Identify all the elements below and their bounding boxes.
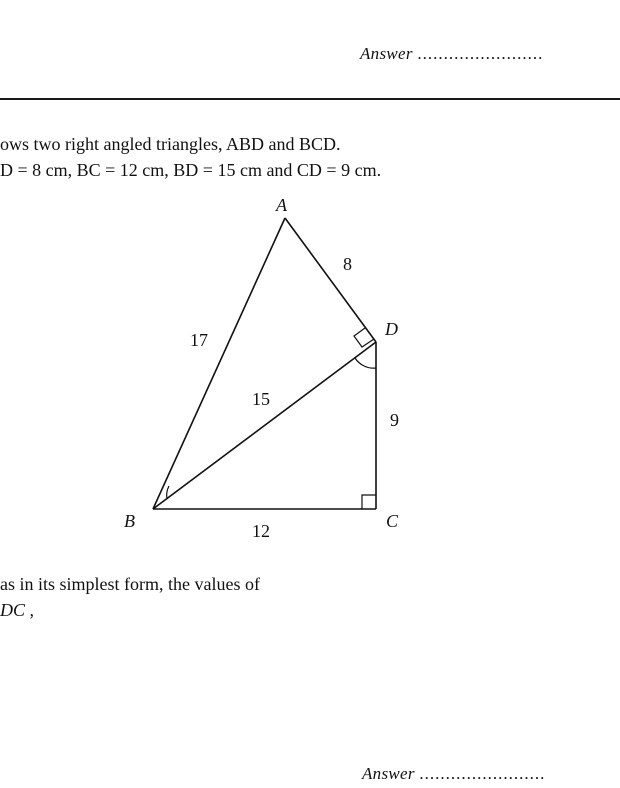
answer-label: Answer bbox=[360, 44, 413, 63]
vertex-d-label: D bbox=[385, 319, 398, 339]
right-angle-mark-d bbox=[354, 328, 374, 347]
length-ab-label: 17 bbox=[190, 330, 208, 350]
answer-line-bottom bbox=[362, 764, 545, 784]
angle-arc-b bbox=[167, 486, 169, 499]
intro-line-1: ows two right angled triangles, ABD and BCD. bbox=[0, 134, 341, 154]
section-divider bbox=[0, 98, 620, 100]
angle-arc-d bbox=[355, 358, 376, 368]
vertex-a-label: A bbox=[276, 195, 287, 215]
side-bd bbox=[153, 342, 376, 509]
question-line-1: as in its simplest form, the values of bbox=[0, 574, 260, 594]
answer-label: Answer bbox=[362, 764, 415, 783]
length-bd-label: 15 bbox=[252, 389, 270, 409]
length-dc-label: 9 bbox=[390, 410, 399, 430]
intro-line-2: D = 8 cm, BC = 12 cm, BD = 15 cm and CD = 9 cm. bbox=[0, 160, 382, 180]
vertex-b-label: B bbox=[124, 511, 135, 531]
question-line-2: DC , bbox=[0, 600, 35, 620]
length-bc-label: 12 bbox=[252, 521, 270, 541]
vertex-c-label: C bbox=[386, 511, 399, 531]
side-ab bbox=[153, 218, 285, 509]
right-angle-mark-c bbox=[362, 495, 376, 509]
answer-dots: ........................ bbox=[419, 764, 546, 783]
length-ad-label: 8 bbox=[343, 254, 352, 274]
side-ad bbox=[285, 218, 376, 342]
answer-dots: ........................ bbox=[417, 44, 544, 63]
answer-line-top bbox=[360, 44, 543, 64]
